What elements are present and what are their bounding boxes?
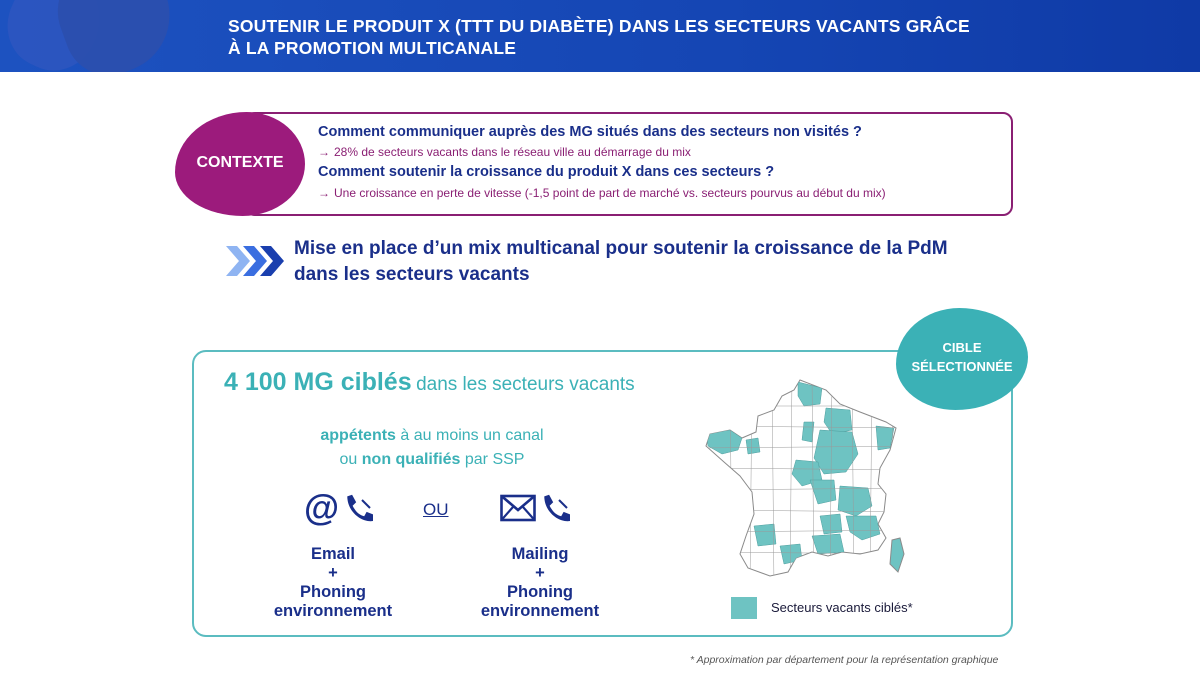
footnote: * Approximation par département pour la représentation graphique [690,654,999,666]
target-badge-label: CIBLE SÉLECTIONNÉE [911,340,1013,374]
france-map-icon [700,376,920,588]
channel-line: Phoning [507,583,573,601]
mail-phone-icons [500,492,570,524]
email-phone-icons [304,487,373,528]
phone-icon [540,492,570,524]
context-label: CONTEXTE [196,154,284,171]
criteria-bold: appétents [320,427,396,444]
channel-line: environnement [480,602,600,620]
target-criteria-2 [282,451,582,469]
at-sign-icon: @ [304,487,340,528]
channel-line: Mailing [511,545,569,563]
channel-email [248,545,418,621]
mix-heading: Mise en place d’un mix multicanal pour soutenir la croissance de la PdM dans les secteurs vacants [294,238,948,285]
context-detail-1 [318,145,691,159]
channel-line: environnement [273,602,393,620]
criteria-text: ou [339,451,362,468]
criteria-text: à au moins un canal [395,427,544,444]
context-question-1: Comment communiquer auprès des MG situés dans des secteurs non visités ? [318,124,862,140]
channel-line: + [328,564,338,582]
context-detail-2-text: Une croissance en perte de vitesse (-1,5 point de part de marché vs. secteurs pourvus au début du mix) [334,186,886,200]
or-label: OU [423,500,449,519]
criteria-text: par SSP [460,451,525,468]
channel-line: Email [310,545,356,563]
channel-line: Phoning [300,583,366,601]
header-banner [0,0,1200,72]
channel-line: + [535,564,545,582]
target-count: 4 100 MG ciblés [224,368,412,396]
target-count-line [224,368,635,397]
chevron-right-icon [226,244,286,278]
context-detail-2 [318,186,886,200]
legend-swatch [731,597,757,619]
context-question-2: Comment soutenir la croissance du produit X dans ces secteurs ? [318,164,775,180]
channel-mailing [455,545,625,621]
context-detail-1-text: 28% de secteurs vacants dans le réseau ville au démarrage du mix [334,145,691,159]
criteria-bold: non qualifiés [361,451,461,468]
arrow-right-icon: → [318,186,330,200]
phone-icon [343,492,373,524]
target-count-suffix: dans les secteurs vacants [416,374,635,395]
legend-label: Secteurs vacants ciblés* [771,600,913,615]
target-criteria-1 [282,427,582,445]
arrow-right-icon: → [318,145,330,159]
page-title: SOUTENIR LE PRODUIT X (TTT DU DIABÈTE) DANS LES SECTEURS VACANTS GRÂCE À LA PROMOTION MULTICANALE [228,16,970,58]
envelope-icon [500,494,536,522]
